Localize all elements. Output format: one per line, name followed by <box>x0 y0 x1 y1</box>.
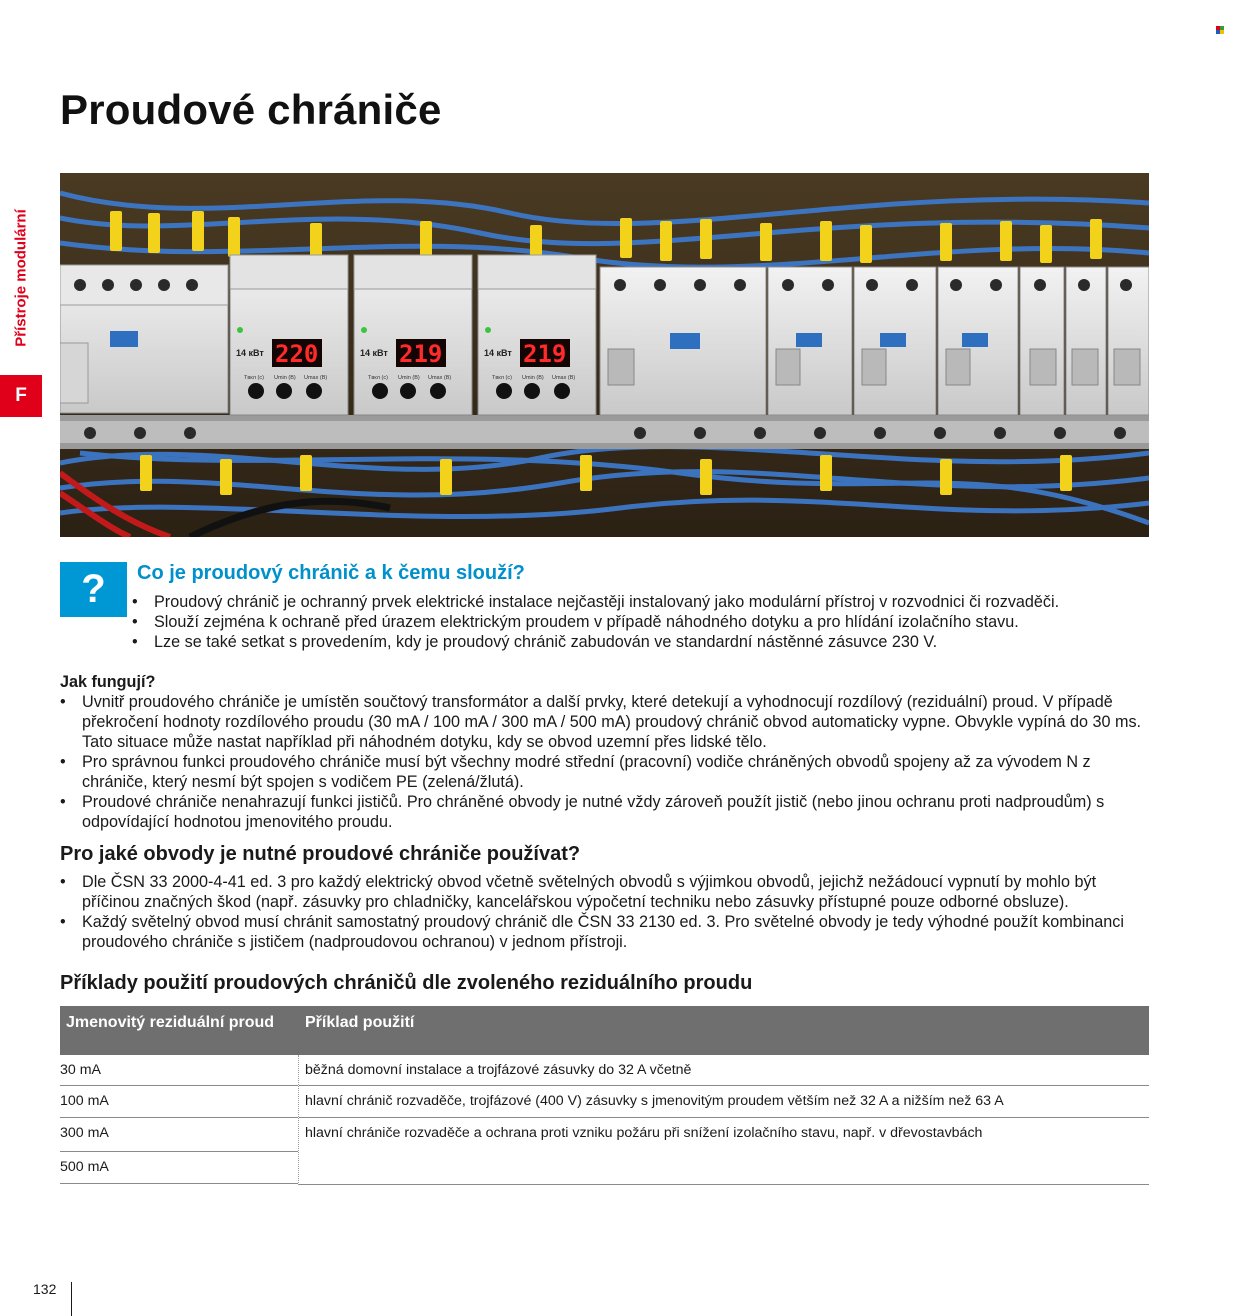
table-cell-use: hlavní chrániče rozvaděče a ochrana proti vzniku požáru při snížení izolačního stavu, např. v dřevostavbách <box>299 1118 1149 1185</box>
use-column <box>299 1055 1149 1185</box>
list-item: • Proudové chrániče nenahrazují funkci jističů. Pro chráněné obvody je nutné vždy zároveň použít jistič (nebo jinou ochranu proti nadproudům) s odpovídající hodnotou jmenovitého proudu. <box>58 792 1158 832</box>
current-column <box>60 1055 299 1185</box>
meter-2-unit-label: 14 кВт <box>360 348 388 358</box>
meter-2-knob-label-1: Tвкл (с) <box>368 375 388 381</box>
question-icon: ? <box>60 562 127 617</box>
meter-3-knob-label-1: Tвкл (с) <box>492 375 512 381</box>
circuits-bullet-list <box>58 872 1158 952</box>
corner-color-mark <box>1216 26 1225 34</box>
table-cell-current: 500 mA <box>60 1152 298 1184</box>
photo-electrical-cabinet-illustration <box>60 173 1149 537</box>
table-cell-current: 300 mA <box>60 1118 298 1152</box>
list-item: • Dle ČSN 33 2000-4-41 ed. 3 pro každý elektrický obvod včetně světelných obvodů s výjimkou obvodů, jejichž nežádoucí vypnutí by mohlo být příčinou značných škod (např. zásuvky pro chladničky, kancelářskou výpočetní techniku nebo zásuvky přístupné pouze odborné obsluze). <box>58 872 1158 912</box>
how-bullet-list <box>58 692 1158 832</box>
meter-3-unit-label: 14 кВт <box>484 348 512 358</box>
list-item: • Uvnitř proudového chrániče je umístěn součtový transformátor a další prvky, které detekují a vyhodnocují rozdílový (reziduální) proud. V případě překročení hodnoty rozdílového proudu (30 mA / 100 mA / 300 mA / 500 mA) proudový chránič obvod automaticky vypne. Obvykle vypíná do 30 ms. Tato situace může nastat například při náhodném dotyku, kdy se obvod uzemní přes lidské tělo. <box>58 692 1158 752</box>
circuits-heading: Pro jaké obvody je nutné proudové chrániče používat? <box>60 843 581 865</box>
meter-1-unit-label: 14 кВт <box>236 348 264 358</box>
table-cell-current: 100 mA <box>60 1086 298 1118</box>
meter-1-knob-label-1: Tвкл (с) <box>244 375 264 381</box>
table-cell-use: běžná domovní instalace a trojfázové zásuvky do 32 A včetně <box>299 1055 1149 1086</box>
photo-electrical-cabinet <box>60 173 1149 537</box>
table-heading: Příklady použití proudových chráničů dle zvoleného reziduálního proudu <box>60 972 753 994</box>
table-cell-use: hlavní chránič rozvaděče, trojfázové (400 V) zásuvky s jmenovitým proudem větším než 32 A a nižším než 63 A <box>299 1086 1149 1118</box>
side-tab-label: Přístroje modulární <box>12 208 30 347</box>
meter-3-reading: 219 <box>523 340 567 368</box>
list-item: • Každý světelný obvod musí chránit samostatný proudový chránič dle ČSN 33 2130 ed. 3. Pro světelné obvody je tedy výhodné použít kombinanci proudového chrániče s jističem (nadproudovou ochranou) v jednom přístroji. <box>58 912 1158 952</box>
column-header-current: Jmenovitý reziduální proud <box>66 1014 275 1031</box>
table-header <box>60 1006 1149 1055</box>
question-bullet-list <box>130 592 1140 652</box>
table-cell-current: 30 mA <box>60 1055 298 1086</box>
list-item: • Proudový chránič je ochranný prvek elektrické instalace nejčastěji instalovaný jako modulární přístroj v rozvodnici či rozvaděči. <box>130 592 1140 612</box>
meter-3-knob-label-2: Umin (В) <box>522 375 544 381</box>
column-header-use: Příklad použití <box>305 1014 415 1031</box>
how-heading: Jak fungují? <box>60 673 156 691</box>
examples-table <box>60 1006 1149 1185</box>
page-title: Proudové chrániče <box>60 86 442 133</box>
meter-1-knob-label-2: Umin (В) <box>274 375 296 381</box>
meter-1-knob-label-3: Umax (В) <box>304 375 328 381</box>
list-item: • Slouží zejména k ochraně před úrazem elektrickým proudem v případě náhodného dotyku a pro hlídání izolačního stavu. <box>130 612 1140 632</box>
table-body <box>60 1055 1149 1185</box>
list-item: • Pro správnou funkci proudového chrániče musí být všechny modré střední (pracovní) vodiče chráněných obvodů spojeny až za vývodem N z chrániče, který nesmí být spojen s vodičem PE (zelená/žlutá). <box>58 752 1158 792</box>
question-heading: Co je proudový chránič a k čemu slouží? <box>137 562 525 584</box>
page-number: 132 <box>33 1281 57 1297</box>
meter-3-knob-label-3: Umax (В) <box>552 375 576 381</box>
page-number-divider <box>71 1282 72 1316</box>
side-tab-letter: F <box>0 375 42 417</box>
meter-2-knob-label-3: Umax (В) <box>428 375 452 381</box>
list-item: • Lze se také setkat s provedením, kdy je proudový chránič zabudován ve standardní nástěnné zásuvce 230 V. <box>130 632 1140 652</box>
meter-2-reading: 219 <box>399 340 443 368</box>
meter-2-knob-label-2: Umin (В) <box>398 375 420 381</box>
meter-1-reading: 220 <box>275 340 319 368</box>
